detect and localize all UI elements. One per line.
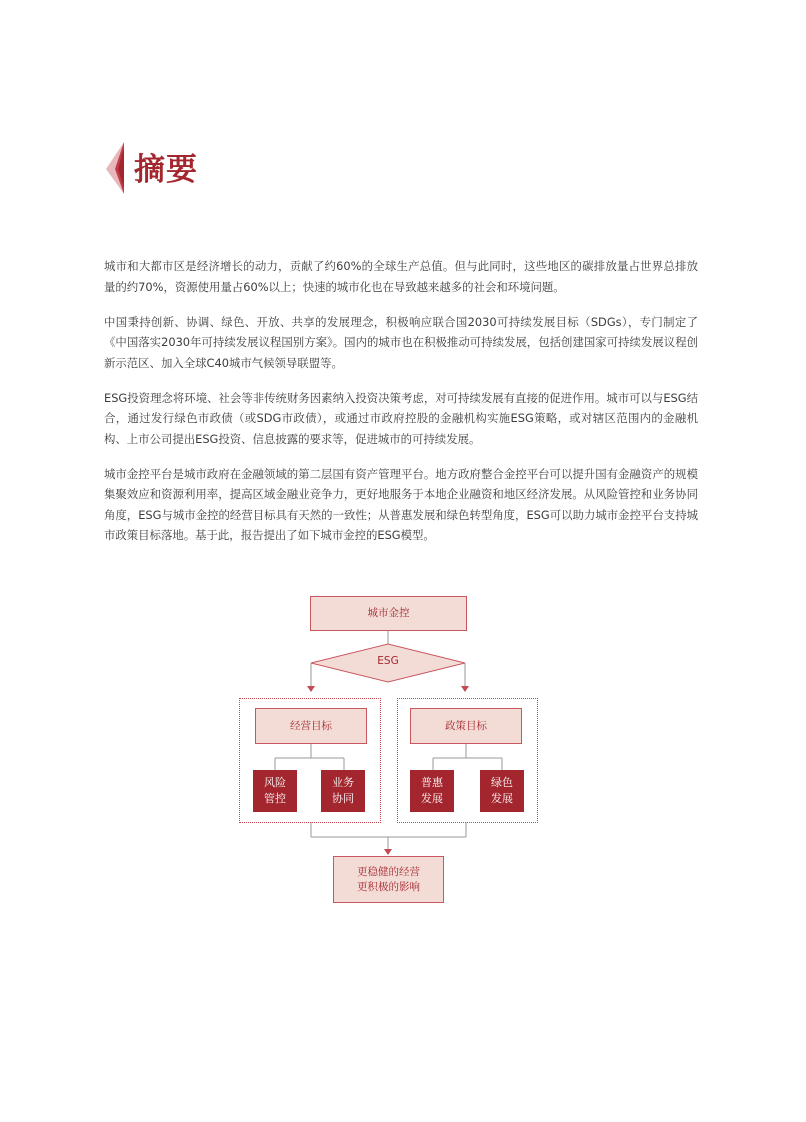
inclusive-development-line1: 普惠 (421, 776, 443, 789)
business-synergy-line1: 业务 (332, 776, 354, 789)
risk-control-box (253, 770, 297, 812)
result-line1: 更稳健的经营 (357, 865, 420, 878)
result-line2: 更积极的影响 (357, 880, 420, 893)
paragraph: 城市金控平台是城市政府在金融领域的第二层国有资产管理平台。地方政府整合金控平台可以提升国有金融资产的规模集聚效应和资源利用率，提高区域金融业竞争力，更好地服务于本地企业融资和地区经济发展。从风险管控和业务协同角度，ESG与城市金控的经营目标具有天然的一致性；从普惠发展和绿色转型角度，ESG可以助力城市金控平台支持城市政策目标落地。基于此，报告提出了如下城市金控的ESG模型。 (104, 466, 698, 542)
paragraph: ESG投资理念将环境、社会等非传统财务因素纳入投资决策考虑，对可持续发展有直接的促进作用。城市可以与ESG结合，通过发行绿色市政债（或SDG市政债），或通过市政府控股的金融机构实施ESG策略，或对辖区范围内的金融机构、上市公司提出ESG投资、信息披露的要求等，促进城市的可持续发展。 (104, 390, 698, 446)
business-synergy-line2: 协同 (332, 792, 354, 805)
green-development-line1: 绿色 (491, 776, 513, 789)
paragraph: 城市和大都市区是经济增长的动力，贡献了约60%的全球生产总值。但与此同时，这些地区的碳排放量占世界总排放量的约70%，资源使用量占60%以上；快速的城市化也在导致越来越多的社会和环境问题。 (104, 259, 698, 294)
esg-diamond-label: ESG (377, 655, 399, 667)
inclusive-development-line2: 发展 (421, 792, 443, 805)
policy-goals-box: 政策目标 (410, 708, 522, 744)
inclusive-development-box (410, 770, 454, 812)
risk-control-line1: 风险 (264, 776, 286, 789)
page-title: 摘要 (134, 152, 198, 188)
business-synergy-box (321, 770, 365, 812)
result-box (333, 856, 444, 903)
paragraph: 中国秉持创新、协调、绿色、开放、共享的发展理念，积极响应联合国2030可持续发展目标（SDGs），专门制定了《中国落实2030年可持续发展议程国别方案》。国内的城市也在积极推动可持续发展，包括创建国家可持续发展议程创新示范区、加入全球C40城市气候领导联盟等。 (104, 314, 698, 370)
city-financial-holding-box: 城市金控 (310, 596, 467, 631)
green-development-box (480, 770, 524, 812)
green-development-line2: 发展 (491, 792, 513, 805)
risk-control-line2: 管控 (264, 792, 286, 805)
operating-goals-box: 经营目标 (255, 708, 367, 744)
